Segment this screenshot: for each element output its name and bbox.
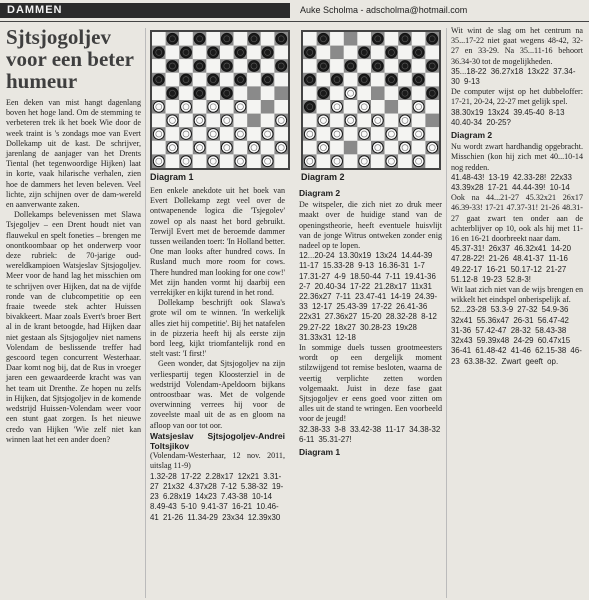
black-piece — [153, 74, 164, 85]
black-piece — [400, 33, 411, 44]
article-paragraph: Dollekamp beschrijft ook Slawa's grote wil om te winnen. 'In werkelijk alles ziet hij competitie'. Bij het natafelen in de pizzeria heeft hij als eerste zijn bord leeg, kijkt triomfantelijk rond en stelt vast: 'I first!' — [150, 298, 285, 359]
game-title: Watsjeslav Sjtsjogoljev-Andrei Toltsjikov — [150, 430, 285, 452]
white-piece — [181, 129, 192, 140]
white-piece — [167, 142, 178, 153]
white-piece — [304, 156, 315, 167]
board-square-light — [425, 100, 439, 114]
black-piece — [181, 47, 192, 58]
white-piece — [372, 142, 383, 153]
black-piece — [262, 47, 273, 58]
board-square-light — [412, 86, 426, 100]
game-note: Wit wint de slag om het centrum na 35...17-22 niet gaat wegens 48-42, 32-27 en 33-29. Na 35...11-16 behoort 36.34-30 tot de mogelijkheden. — [451, 26, 583, 66]
board-square-light — [247, 127, 261, 141]
article-paragraph: Geen wonder, dat Sjtsjogoljev na zijn verliespartij tegen Kloosterziel in de wedstrijd Volendam-Apeldoorn bijkans ontroostbaar was. Met de volgende overwinning verrees hij voor de zoveelste maal uit de as en gloom na afloop van oor tot oor. — [150, 359, 285, 430]
white-piece — [208, 129, 219, 140]
white-piece — [194, 115, 205, 126]
board-square-light — [371, 100, 385, 114]
board-square-light — [234, 32, 248, 46]
diagram-reference: Diagram 2 — [299, 188, 341, 198]
white-piece — [221, 115, 232, 126]
article-column-1 — [6, 26, 141, 445]
black-piece — [304, 74, 315, 85]
game-note: Ook na 44...21-27 45.32x21 26x17 46.39-33! 17-21 47.37-31! 21-26 48.31-27 gaat zwart ten onder aan de achterblijver op 10, ook als hij met 11-16 en 16-21 doorbreekt naar dam. — [451, 193, 583, 244]
board-square-light — [261, 32, 275, 46]
white-piece — [194, 142, 205, 153]
board-square-light — [425, 46, 439, 60]
black-piece — [386, 74, 397, 85]
board-square-light — [357, 114, 371, 128]
board-square-light — [220, 100, 234, 114]
board-square-light — [357, 59, 371, 73]
board-square-light — [234, 141, 248, 155]
black-piece — [221, 33, 232, 44]
board-square-light — [220, 46, 234, 60]
board-square-light — [179, 114, 193, 128]
game-moves: 35...18-22 36.27x18 13x22 37.34-30 9-13 — [451, 66, 576, 87]
board-square-light — [261, 86, 275, 100]
game-moves: 41.48-43! 13-19 42.33-28! 22x33 43.39x28 17-21 44.44-39! 10-14 — [451, 172, 572, 193]
white-piece — [262, 156, 273, 167]
board-square-light — [330, 114, 344, 128]
board-square-light — [274, 154, 288, 168]
board-square-light — [274, 73, 288, 87]
board-square-light — [152, 141, 166, 155]
white-piece — [413, 101, 424, 112]
board-square-light — [398, 73, 412, 87]
white-piece — [359, 129, 370, 140]
black-piece — [167, 88, 178, 99]
board-square-light — [247, 73, 261, 87]
board-square-light — [234, 59, 248, 73]
board-square-light — [412, 59, 426, 73]
black-piece — [235, 74, 246, 85]
checkers-board-2 — [303, 32, 439, 168]
black-piece — [194, 88, 205, 99]
board-square-light — [261, 114, 275, 128]
board-square-light — [371, 127, 385, 141]
game-moves: 1.32-28 17-22 2.28x17 12x21 3.31-27 21x32 4.37x28 7-12 5.38-32 19-23 6.28x19 14x23 7.43-38 10-14 8.49-43 5-10 9.41-37 16-21 10.46-41 21-26 11.34-29 23x34 12.39x30 — [150, 471, 284, 522]
game-moves: 45.37-31! 26x37 46.32x41 14-20 47.28-22! 21-26 48.41-37 11-16 49.22-17 16-21 50.17-12 21-27 51.12-8 19-23 52.8-3! — [451, 244, 572, 284]
board-square-light — [344, 73, 358, 87]
board-square-dark — [261, 100, 275, 114]
board-square-light — [206, 141, 220, 155]
page-header — [0, 0, 589, 24]
game-note: In sommige duels tussen grootmeesters wordt op een dergelijk moment stilzwijgend tot remise besloten, waarna de veertig verplichte zetten worden volgemaakt. Juist in deze fase gaat Sjtsjogoljev er eens goed voor zitten om alles uit de stand te wringen. Een voorbeeld voor de jeugd! — [299, 343, 442, 424]
board-square-light — [179, 86, 193, 100]
board-square-light — [357, 141, 371, 155]
black-piece — [208, 74, 219, 85]
board-square-light — [344, 46, 358, 60]
game-moves: 12...20-24 13.30x19 13x24 14.44-39 11-17 15.33-28 9-13 16.36-31 1-7 17.31-27 4-9 18.50-44 7-11 19.41-36 2-7 20.40-34 17-22 21.28x17 11x31 22.36x27 7-11 23.47-41 14-19 24.39-33 12-17 25.43-39 17-22 26.41-36 22x31 27.36x27 15-20 28.32-28 8-12 29.27-22 18x27 30.28-23 19x28 31.33x31 12-18 — [299, 251, 438, 342]
board-square-light — [398, 154, 412, 168]
black-piece — [318, 33, 329, 44]
board-square-light — [220, 73, 234, 87]
board-square-light — [193, 73, 207, 87]
black-piece — [318, 88, 329, 99]
white-piece — [427, 142, 438, 153]
board-square-light — [247, 46, 261, 60]
board-square-light — [274, 100, 288, 114]
board-square-light — [398, 127, 412, 141]
black-piece — [400, 61, 411, 72]
white-piece — [318, 115, 329, 126]
board-square-light — [152, 59, 166, 73]
white-piece — [153, 101, 164, 112]
article-paragraph: Dollekamps belevenissen met Slawa Tsjegoljev – een Drent houdt niet van flauwekul en spelt foneties – brengen me onontkoombaar op het onderwerp voor deze rubriek: de 70-jarige oud-wereldkampioen Watsjeslav Sjtsjogoljev. Meer voor de hand lag het misschien om te schrijven over Hijken, dat na de vijfde ronde van de clubcompetitie op een fraaie tweede stek achter Huissen bivakkeert. Maar zoals Evert's broer Bert al in de krant betoogde, had Hijken daar niet gestaan als Sjtsjogoljev niet namens Volendam de beslissende treffer had gescoord tegen concurrent Westerhaar. Daar komt nog bij, dat de Rus in vroeger jaren een gewaardeerde kracht was van het team uit Drenthe. Ze hopen nu zelfs in Hijken, dat Sjtsjogoljev in de komende wedstrijd Huissen-Volendam weer voor een stunt gaat zorgen. Is het nieuwe credo van Hijken 'Wie zelf niet kan winnen laat het een ander doen? — [6, 210, 141, 444]
black-piece — [221, 61, 232, 72]
board-square-light — [206, 86, 220, 100]
board-square-light — [385, 114, 399, 128]
diagram-reference: Diagram 1 — [299, 447, 341, 458]
board-diagram-2 — [301, 30, 441, 170]
board-square-light — [179, 32, 193, 46]
board-square-light — [330, 86, 344, 100]
board-square-light — [220, 154, 234, 168]
board-square-light — [385, 59, 399, 73]
board-square-light — [152, 114, 166, 128]
black-piece — [235, 47, 246, 58]
white-piece — [359, 156, 370, 167]
black-piece — [332, 74, 343, 85]
white-piece — [413, 129, 424, 140]
white-piece — [332, 101, 343, 112]
white-piece — [221, 142, 232, 153]
board-square-light — [385, 32, 399, 46]
board-square-light — [303, 32, 317, 46]
black-piece — [372, 61, 383, 72]
white-piece — [235, 101, 246, 112]
board-diagram-1 — [150, 30, 290, 170]
board-square-light — [398, 46, 412, 60]
board-square-light — [166, 154, 180, 168]
black-piece — [262, 74, 273, 85]
board-square-light — [303, 141, 317, 155]
header-rule — [0, 21, 589, 22]
article-paragraph: Een deken van mist hangt dagenlang boven het hoge land. Om de stemming te verbeteren trek ik het boek Wie door de week traint is 's zondags moe van Evert Dollekamp uit de kast. De schrijver, jarenlang de aanjager van het Drents Tiental (het tegenwoordige Hijken) laat in korte, vaak hilarische verhalen, zien hoe de dammers het leven beleven. Veel lichte, zijn schijnen over de dam-wereld en aanverwante zaken. — [6, 98, 141, 210]
white-piece — [345, 115, 356, 126]
board-square-dark — [247, 86, 261, 100]
board-square-light — [425, 154, 439, 168]
board-square-dark — [330, 46, 344, 60]
board-square-light — [193, 154, 207, 168]
black-piece — [318, 61, 329, 72]
black-piece — [153, 47, 164, 58]
black-piece — [181, 74, 192, 85]
checkers-board-1 — [152, 32, 288, 168]
board-square-light — [261, 141, 275, 155]
black-piece — [276, 33, 287, 44]
board-square-light — [344, 100, 358, 114]
board-square-light — [166, 127, 180, 141]
black-piece — [359, 47, 370, 58]
black-piece — [167, 61, 178, 72]
black-piece — [427, 33, 438, 44]
board-square-light — [303, 59, 317, 73]
white-piece — [181, 156, 192, 167]
white-piece — [304, 129, 315, 140]
diagram-1-label: Diagram 1 — [150, 172, 194, 182]
board-square-light — [425, 127, 439, 141]
white-piece — [400, 142, 411, 153]
black-piece — [249, 33, 260, 44]
black-piece — [372, 33, 383, 44]
article-headline: Sjtsjogoljev voor een beter humeur — [6, 25, 134, 93]
black-piece — [208, 47, 219, 58]
game-moves: 32.38-33 3-8 33.42-38 11-17 34.38-32 6-11 35.31-27! — [299, 424, 441, 444]
board-square-light — [317, 154, 331, 168]
white-piece — [386, 156, 397, 167]
board-square-light — [274, 46, 288, 60]
column-divider — [446, 28, 447, 598]
game-note: De computer wijst op het dubbeloffer: 17-21, 20-24, 22-27 met gelijk spel. — [451, 87, 583, 107]
white-piece — [332, 156, 343, 167]
white-piece — [276, 115, 287, 126]
article-column-2 — [150, 186, 285, 523]
board-square-light — [317, 46, 331, 60]
black-piece — [345, 61, 356, 72]
board-square-light — [317, 73, 331, 87]
article-column-4 — [451, 26, 583, 367]
diagram-reference: Diagram 2 — [451, 130, 493, 141]
article-paragraph: Een enkele anekdote uit het boek van Evert Dollekamp zegt veel over de ontwapenende logica die 'Tsjegolev' zowel op als naast het bord gebruikt. Terwijl Evert met de beroemde dammer tussen weilanden toert: 'In Holland better. One man looks after hundred cows. In Rusland much more room for cows. There hundred man looking for one cow!' Met zijn handen vormt hij daarbij een verrekijker en kijkt turend in het rond. — [150, 186, 285, 298]
board-square-dark — [344, 32, 358, 46]
board-square-light — [166, 46, 180, 60]
board-square-light — [303, 114, 317, 128]
black-piece — [386, 47, 397, 58]
white-piece — [400, 115, 411, 126]
board-square-dark — [274, 86, 288, 100]
game-moves: 38.30x19 13x24 39.45-40 8-13 40.40-34 20-25? — [451, 107, 565, 127]
white-piece — [235, 156, 246, 167]
board-square-light — [166, 100, 180, 114]
board-square-light — [206, 114, 220, 128]
board-square-dark — [385, 100, 399, 114]
black-piece — [194, 61, 205, 72]
board-square-light — [412, 114, 426, 128]
section-bar — [0, 3, 290, 18]
game-note: De witspeler, die zich niet zo druk meer maakt over de huidige stand van de openingstheorie, heeft eventuele huisvlijt van de jonge Witrus ontweken zonder enig nadeel op te lopen. — [299, 200, 442, 251]
board-square-light — [247, 154, 261, 168]
board-square-light — [317, 100, 331, 114]
black-piece — [413, 47, 424, 58]
board-square-light — [425, 73, 439, 87]
black-piece — [427, 61, 438, 72]
column-divider — [145, 28, 146, 598]
black-piece — [400, 88, 411, 99]
board-square-light — [371, 46, 385, 60]
board-square-light — [412, 32, 426, 46]
board-square-light — [317, 127, 331, 141]
board-square-dark — [247, 114, 261, 128]
board-square-light — [179, 59, 193, 73]
white-piece — [262, 129, 273, 140]
board-square-light — [193, 46, 207, 60]
board-square-light — [234, 114, 248, 128]
board-square-light — [303, 86, 317, 100]
board-square-dark — [425, 114, 439, 128]
white-piece — [249, 142, 260, 153]
board-square-light — [247, 100, 261, 114]
white-piece — [276, 142, 287, 153]
diagram-2-label: Diagram 2 — [301, 172, 345, 182]
board-square-light — [152, 86, 166, 100]
article-column-3 — [299, 186, 442, 459]
board-square-light — [206, 32, 220, 46]
board-square-light — [206, 59, 220, 73]
board-square-light — [371, 154, 385, 168]
board-square-light — [412, 141, 426, 155]
black-piece — [249, 61, 260, 72]
board-square-light — [193, 100, 207, 114]
black-piece — [413, 74, 424, 85]
white-piece — [332, 129, 343, 140]
white-piece — [345, 88, 356, 99]
board-square-light — [166, 73, 180, 87]
white-piece — [359, 101, 370, 112]
game-meta: (Volendam-Westerhaar, 12 nov. 2011, uitslag 11-9) — [150, 451, 285, 471]
board-square-light — [330, 59, 344, 73]
board-square-light — [330, 32, 344, 46]
white-piece — [208, 101, 219, 112]
board-square-light — [193, 127, 207, 141]
game-moves: 52...23-28 53.3-9 27-32 54.9-36 32x41 55.36x47 26-31 56.47-42 31-36 57.42-47 28-32 58.43-38 32x43 59.39x48 24-29 60.47x15 36-41 61.48-42 41-46 62.15-38 46-23 63.38-32. Zwart geeft op. — [451, 305, 582, 366]
white-piece — [235, 129, 246, 140]
board-square-light — [371, 73, 385, 87]
white-piece — [318, 142, 329, 153]
board-square-light — [385, 86, 399, 100]
white-piece — [208, 156, 219, 167]
black-piece — [221, 88, 232, 99]
black-piece — [276, 61, 287, 72]
section-title: DAMMEN — [7, 4, 63, 16]
board-square-light — [220, 127, 234, 141]
white-piece — [153, 129, 164, 140]
board-square-light — [179, 141, 193, 155]
black-piece — [167, 33, 178, 44]
black-piece — [304, 101, 315, 112]
white-piece — [372, 115, 383, 126]
board-square-dark — [371, 86, 385, 100]
board-square-light — [344, 127, 358, 141]
white-piece — [167, 115, 178, 126]
board-square-dark — [344, 141, 358, 155]
board-square-light — [344, 154, 358, 168]
author-byline: Auke Scholma - adscholma@hotmail.com — [300, 5, 468, 15]
black-piece — [359, 74, 370, 85]
black-piece — [304, 47, 315, 58]
white-piece — [413, 156, 424, 167]
white-piece — [386, 129, 397, 140]
board-square-light — [234, 86, 248, 100]
white-piece — [153, 156, 164, 167]
game-note: Nu wordt zwart hardhandig opgebracht. Misschien (kon hij zich met 40...10-14 nog redden. — [451, 142, 583, 172]
board-square-light — [274, 127, 288, 141]
black-piece — [194, 33, 205, 44]
board-square-light — [330, 141, 344, 155]
board-square-light — [398, 100, 412, 114]
black-piece — [427, 88, 438, 99]
white-piece — [181, 101, 192, 112]
board-square-light — [357, 32, 371, 46]
board-square-light — [152, 32, 166, 46]
game-note: Wit laat zich niet van de wijs brengen en wikkelt het eindspel onberispelijk af. — [451, 285, 583, 305]
board-square-light — [385, 141, 399, 155]
board-square-light — [261, 59, 275, 73]
board-square-light — [357, 86, 371, 100]
